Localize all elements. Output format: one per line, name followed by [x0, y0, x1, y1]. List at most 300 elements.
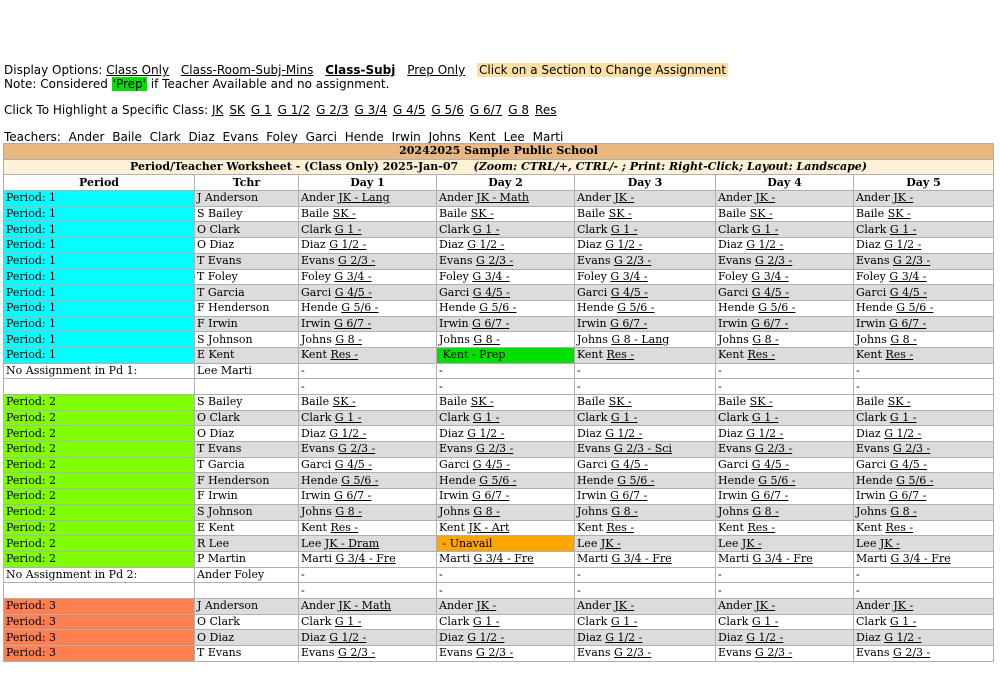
section-link[interactable]: G 3/4 -	[334, 269, 372, 283]
section-link[interactable]: G 5/6 -	[617, 473, 655, 487]
section-link[interactable]: G 1 -	[334, 614, 362, 628]
section-link[interactable]: G 1/2 -	[467, 630, 505, 644]
assignment-cell[interactable]: -	[854, 583, 994, 599]
assignment-cell[interactable]: Diaz G 1/2 -	[716, 630, 854, 646]
highlight-class-link[interactable]: G 4/5	[392, 103, 426, 117]
section-link[interactable]: G 4/5 -	[889, 458, 927, 472]
assignment-cell[interactable]: -	[437, 363, 575, 379]
assignment-cell[interactable]: Garci G 4/5 -	[716, 457, 854, 473]
section-link[interactable]: G 4/5 -	[889, 285, 927, 299]
highlight-class-link[interactable]: G 8	[508, 103, 530, 117]
assignment-cell[interactable]: Irwin G 6/7 -	[299, 489, 437, 505]
section-link[interactable]: G 6/7 -	[751, 316, 789, 330]
section-link[interactable]: G 6/7 -	[334, 316, 372, 330]
zoom-hint: (Zoom: CTRL/+, CTRL/- ; Print: Right-Click; Layout: Landscape)	[473, 160, 867, 174]
assignment-cell[interactable]: Hende G 5/6 -	[716, 473, 854, 489]
section-link[interactable]: G 1 -	[751, 222, 779, 236]
section-link[interactable]: G 1 -	[472, 411, 500, 425]
section-link[interactable]: JK -	[600, 536, 621, 550]
assignment-cell[interactable]: Diaz G 1/2 -	[299, 630, 437, 646]
assignment-cell[interactable]: Clark G 1 -	[575, 222, 716, 238]
assignment-cell[interactable]: Baile SK -	[575, 395, 716, 411]
assignment-cell[interactable]: Johns G 8 -	[716, 504, 854, 520]
assignment-cell[interactable]: -	[299, 363, 437, 379]
assignment-cell[interactable]: Foley G 3/4 -	[575, 269, 716, 285]
assignment-cell[interactable]: Lee JK -	[716, 536, 854, 552]
section-link[interactable]: G 1/2 -	[746, 426, 784, 440]
section-link[interactable]: G 1/2 -	[605, 630, 643, 644]
section-link[interactable]: G 1 -	[610, 222, 638, 236]
assignment-cell[interactable]: Diaz G 1/2 -	[299, 238, 437, 254]
assignment-cell[interactable]: Hende G 5/6 -	[575, 473, 716, 489]
assignment-cell[interactable]: Johns G 8 -	[575, 504, 716, 520]
assignment-cell[interactable]: Diaz G 1/2 -	[716, 238, 854, 254]
assignment-cell[interactable]: Hende G 5/6 -	[437, 473, 575, 489]
section-link[interactable]: JK -	[476, 599, 497, 613]
assignment-cell[interactable]: Foley G 3/4 -	[437, 269, 575, 285]
section-link[interactable]: G 6/7 -	[472, 316, 510, 330]
assignment-cell[interactable]: Diaz G 1/2 -	[575, 238, 716, 254]
section-link[interactable]: SK -	[332, 207, 356, 221]
assignment-cell[interactable]: Johns G 8 -	[716, 332, 854, 348]
assignment-cell[interactable]: Irwin G 6/7 -	[437, 316, 575, 332]
assignment-cell[interactable]: Irwin G 6/7 -	[716, 316, 854, 332]
assignment-cell[interactable]: Evans G 2/3 -	[575, 646, 716, 662]
highlight-class-link[interactable]: G 5/6	[431, 103, 464, 117]
highlight-class-link[interactable]: G 2/3	[316, 103, 349, 117]
section-link[interactable]: G 5/6 -	[479, 473, 517, 487]
assignment-cell[interactable]: -	[437, 583, 575, 599]
section-link[interactable]: G 5/6 -	[896, 301, 934, 315]
section-link[interactable]: G 1/2 -	[884, 426, 922, 440]
assignment-cell[interactable]: Evans G 2/3 -	[854, 253, 994, 269]
section-link[interactable]: JK -	[755, 599, 776, 613]
assignment-cell[interactable]: Clark G 1 -	[299, 410, 437, 426]
assignment-cell[interactable]: Garci G 4/5 -	[575, 457, 716, 473]
section-link[interactable]: G 5/6 -	[341, 473, 379, 487]
section-link[interactable]: Res -	[330, 348, 359, 362]
section-link[interactable]: SK -	[887, 395, 911, 409]
assignment-cell[interactable]: Lee JK -	[854, 536, 994, 552]
period-cell	[4, 379, 195, 395]
assignment-cell[interactable]: Clark G 1 -	[716, 614, 854, 630]
section-link[interactable]: JK - Math	[338, 599, 392, 613]
assignment-cell[interactable]: - Unavail	[437, 536, 575, 552]
section-link[interactable]: G 1 -	[889, 222, 917, 236]
section-link[interactable]: G 2/3 -	[755, 254, 793, 268]
assignment-cell[interactable]: Hende G 5/6 -	[575, 300, 716, 316]
assignment-cell[interactable]: Marti G 3/4 - Fre	[299, 551, 437, 567]
assignment-cell[interactable]: Clark G 1 -	[299, 222, 437, 238]
highlight-class-link[interactable]: G 1/2	[277, 103, 311, 117]
section-link[interactable]: G 2/3 -	[755, 442, 793, 456]
assignment-cell[interactable]: -	[575, 567, 716, 583]
section-link[interactable]: G 1 -	[751, 411, 779, 425]
section-link[interactable]: G 3/4 - Fre	[473, 552, 534, 566]
assignment-cell[interactable]: Kent Res -	[716, 347, 854, 363]
section-link[interactable]: G 8 -	[473, 505, 500, 519]
assignment-cell[interactable]: Clark G 1 -	[716, 222, 854, 238]
section-link[interactable]: G 2/3 -	[893, 442, 931, 456]
assignment-cell[interactable]: Baile SK -	[716, 206, 854, 222]
assignment-cell[interactable]: Irwin G 6/7 -	[575, 489, 716, 505]
assignment-cell[interactable]: Kent Res -	[575, 347, 716, 363]
section-link[interactable]: G 8 -	[890, 332, 917, 346]
assignment-cell[interactable]: Lee JK -	[575, 536, 716, 552]
assignment-cell[interactable]: Hende G 5/6 -	[854, 473, 994, 489]
assignment-cell[interactable]: Baile SK -	[854, 206, 994, 222]
assignment-cell[interactable]: Irwin G 6/7 -	[437, 489, 575, 505]
assignment-cell[interactable]: Foley G 3/4 -	[299, 269, 437, 285]
section-link[interactable]: G 4/5 -	[751, 458, 789, 472]
assignment-cell[interactable]: Foley G 3/4 -	[716, 269, 854, 285]
assignment-cell[interactable]: -	[854, 379, 994, 395]
section-link[interactable]: Res -	[330, 520, 359, 534]
section-link[interactable]: G 2/3 -	[338, 442, 376, 456]
section-link[interactable]: G 4/5 -	[472, 458, 510, 472]
section-link[interactable]: G 8 -	[473, 332, 500, 346]
section-link[interactable]: G 6/7 -	[610, 489, 648, 503]
assignment-cell[interactable]: Marti G 3/4 - Fre	[575, 551, 716, 567]
assignment-cell[interactable]: Garci G 4/5 -	[299, 285, 437, 301]
section-link[interactable]: Res -	[885, 520, 914, 534]
section-link[interactable]: G 3/4 - Fre	[611, 552, 672, 566]
assignment-cell[interactable]: Clark G 1 -	[437, 410, 575, 426]
section-link[interactable]: Res -	[747, 520, 776, 534]
section-link[interactable]: G 5/6 -	[617, 301, 655, 315]
section-link[interactable]: G 8 -	[752, 505, 779, 519]
assignment-cell[interactable]: Diaz G 1/2 -	[437, 238, 575, 254]
section-link[interactable]: JK -	[741, 536, 762, 550]
section-link[interactable]: G 4/5 -	[610, 458, 648, 472]
assignment-cell[interactable]: Irwin G 6/7 -	[854, 316, 994, 332]
assignment-cell[interactable]: Ander JK -	[854, 598, 994, 614]
section-link[interactable]: Res -	[606, 520, 635, 534]
assignment-cell[interactable]: Evans G 2/3 -	[854, 442, 994, 458]
section-link[interactable]: SK -	[749, 395, 773, 409]
section-link[interactable]: G 1 -	[889, 614, 917, 628]
assignment-cell[interactable]: Baile SK -	[716, 395, 854, 411]
assignment-cell[interactable]: Garci G 4/5 -	[854, 457, 994, 473]
section-link[interactable]: G 6/7 -	[889, 316, 927, 330]
section-link[interactable]: G 2/3 -	[755, 646, 793, 660]
section-link[interactable]: G 1/2 -	[329, 238, 367, 252]
section-link[interactable]: G 1/2 -	[329, 426, 367, 440]
section-link[interactable]: G 2/3 -	[476, 442, 514, 456]
assignment-cell[interactable]: Baile SK -	[854, 395, 994, 411]
section-link[interactable]: SK -	[332, 395, 356, 409]
section-link[interactable]: G 1 -	[889, 411, 917, 425]
section-link[interactable]: JK -	[614, 191, 635, 205]
section-link[interactable]: G 8 -	[335, 505, 362, 519]
assignment-cell[interactable]: Ander JK - Math	[299, 598, 437, 614]
section-link[interactable]: G 4/5 -	[472, 285, 510, 299]
assignment-cell[interactable]: Ander JK -	[575, 598, 716, 614]
section-link[interactable]: G 3/4 -	[751, 269, 789, 283]
section-link[interactable]: JK -	[893, 191, 914, 205]
section-link[interactable]: G 1 -	[334, 222, 362, 236]
highlight-class-link[interactable]: JK	[211, 103, 224, 117]
section-link[interactable]: G 4/5 -	[610, 285, 648, 299]
option-class-only[interactable]: Class Only	[106, 63, 170, 77]
section-link[interactable]: G 1 -	[472, 614, 500, 628]
worksheet-title	[4, 159, 994, 175]
assignment-cell[interactable]: Marti G 3/4 - Fre	[854, 551, 994, 567]
section-link[interactable]: G 8 - Lang	[611, 332, 670, 346]
assignment-cell[interactable]: -	[299, 379, 437, 395]
assignment-cell[interactable]: Clark G 1 -	[854, 222, 994, 238]
assignment-cell[interactable]: Hende G 5/6 -	[854, 300, 994, 316]
assignment-cell[interactable]: Ander JK - Math	[437, 191, 575, 207]
section-link[interactable]: G 1 -	[334, 411, 362, 425]
section-link[interactable]: G 1/2 -	[746, 630, 784, 644]
teacher-cell: F Irwin	[195, 489, 299, 505]
section-link[interactable]: G 1/2 -	[467, 426, 505, 440]
assignment-cell[interactable]: Johns G 8 -	[854, 332, 994, 348]
assignment-cell[interactable]: Garci G 4/5 -	[299, 457, 437, 473]
assignment-cell[interactable]: Baile SK -	[299, 206, 437, 222]
section-link[interactable]: SK -	[608, 395, 632, 409]
assignment-cell[interactable]: Hende G 5/6 -	[299, 300, 437, 316]
assignment-cell[interactable]: Diaz G 1/2 -	[854, 426, 994, 442]
option-class-room-subj-mins[interactable]: Class-Room-Subj-Mins	[180, 63, 314, 77]
section-link[interactable]: JK -	[755, 191, 776, 205]
highlight-class-link[interactable]: SK	[229, 103, 245, 117]
assignment-cell[interactable]: Clark G 1 -	[299, 614, 437, 630]
assignment-cell[interactable]: Clark G 1 -	[575, 614, 716, 630]
assignment-cell[interactable]: Ander JK -	[437, 598, 575, 614]
assignment-cell[interactable]: Diaz G 1/2 -	[437, 426, 575, 442]
assignment-cell[interactable]: -	[575, 583, 716, 599]
section-link[interactable]: G 1/2 -	[329, 630, 367, 644]
assignment-cell[interactable]: Hende G 5/6 -	[716, 300, 854, 316]
assignment-cell[interactable]: -	[299, 583, 437, 599]
section-link[interactable]: SK -	[470, 395, 494, 409]
assignment-cell[interactable]: Clark G 1 -	[437, 614, 575, 630]
section-link[interactable]: G 6/7 -	[334, 489, 372, 503]
assignment-cell[interactable]: Hende G 5/6 -	[299, 473, 437, 489]
section-link[interactable]: G 6/7 -	[889, 489, 927, 503]
assignment-cell[interactable]: Diaz G 1/2 -	[854, 238, 994, 254]
section-link[interactable]: Res -	[747, 348, 776, 362]
section-link[interactable]: G 8 -	[335, 332, 362, 346]
section-link[interactable]: SK -	[470, 207, 494, 221]
assignment-cell[interactable]: Garci G 4/5 -	[716, 285, 854, 301]
assignment-cell[interactable]: Diaz G 1/2 -	[575, 630, 716, 646]
assignment-cell[interactable]: Evans G 2/3 -	[716, 646, 854, 662]
assignment-cell[interactable]: Evans G 2/3 -	[299, 253, 437, 269]
section-link[interactable]: G 5/6 -	[479, 301, 517, 315]
assignment-cell[interactable]: Johns G 8 -	[299, 332, 437, 348]
section-link[interactable]: G 2/3 -	[614, 646, 652, 660]
assignment-cell[interactable]: -	[716, 379, 854, 395]
section-link[interactable]: G 8 -	[611, 505, 638, 519]
assignment-cell[interactable]: Diaz G 1/2 -	[437, 630, 575, 646]
assignment-cell[interactable]: -	[854, 363, 994, 379]
assignment-cell[interactable]: Evans G 2/3 -	[437, 253, 575, 269]
assignment-cell[interactable]: Garci G 4/5 -	[575, 285, 716, 301]
section-link[interactable]: G 3/4 -	[472, 269, 510, 283]
assignment-cell[interactable]: Evans G 2/3 -	[437, 442, 575, 458]
assignment-cell[interactable]: -	[716, 583, 854, 599]
assignment-cell[interactable]: Evans G 2/3 -	[716, 253, 854, 269]
section-link[interactable]: SK -	[887, 207, 911, 221]
section-link[interactable]: G 4/5 -	[334, 285, 372, 299]
assignment-cell[interactable]: Evans G 2/3 - Sci	[575, 442, 716, 458]
assignment-cell[interactable]: Garci G 4/5 -	[854, 285, 994, 301]
section-link[interactable]: G 6/7 -	[751, 489, 789, 503]
assignment-cell[interactable]: Kent Res -	[854, 520, 994, 536]
assignment-cell[interactable]: Evans G 2/3 -	[437, 646, 575, 662]
section-link[interactable]: G 5/6 -	[758, 473, 796, 487]
section-link[interactable]: G 1/2 -	[884, 630, 922, 644]
assignment-cell[interactable]: Diaz G 1/2 -	[716, 426, 854, 442]
assignment-cell[interactable]: Johns G 8 -	[854, 504, 994, 520]
section-link[interactable]: G 3/4 - Fre	[335, 552, 396, 566]
assignment-cell[interactable]: Kent JK - Art	[437, 520, 575, 536]
section-link[interactable]: G 2/3 -	[476, 254, 514, 268]
assignment-cell[interactable]: Garci G 4/5 -	[437, 457, 575, 473]
assignment-cell[interactable]: -	[716, 567, 854, 583]
assignment-cell[interactable]: Ander JK -	[575, 191, 716, 207]
assignment-cell[interactable]: -	[854, 567, 994, 583]
assignment-cell[interactable]: -	[437, 379, 575, 395]
assignment-cell[interactable]: Evans G 2/3 -	[299, 646, 437, 662]
assignment-cell[interactable]: Evans G 2/3 -	[716, 442, 854, 458]
section-link[interactable]: G 1/2 -	[467, 238, 505, 252]
assignment-cell[interactable]: -	[575, 379, 716, 395]
section-link[interactable]: JK -	[614, 599, 635, 613]
assignment-cell[interactable]: Irwin G 6/7 -	[575, 316, 716, 332]
assignment-cell[interactable]: Ander JK - Lang	[299, 191, 437, 207]
section-link[interactable]: G 1 -	[610, 411, 638, 425]
highlight-class-link[interactable]: G 3/4	[354, 103, 387, 117]
assignment-cell[interactable]: Clark G 1 -	[716, 410, 854, 426]
assignment-cell[interactable]: -	[716, 363, 854, 379]
section-link[interactable]: JK -	[893, 599, 914, 613]
assignment-cell[interactable]: Evans G 2/3 -	[299, 442, 437, 458]
section-link[interactable]: G 1/2 -	[884, 238, 922, 252]
assignment-cell[interactable]: Foley G 3/4 -	[854, 269, 994, 285]
section-link[interactable]: G 5/6 -	[758, 301, 796, 315]
assignment-cell[interactable]: Baile SK -	[299, 395, 437, 411]
section-link[interactable]: Res -	[885, 348, 914, 362]
section-link[interactable]: JK - Lang	[338, 191, 390, 205]
assignment-cell[interactable]: Marti G 3/4 - Fre	[437, 551, 575, 567]
section-link[interactable]: Res -	[606, 348, 635, 362]
teacher-cell: S Johnson	[195, 504, 299, 520]
section-link[interactable]: G 3/4 - Fre	[890, 552, 951, 566]
teacher-cell	[195, 583, 299, 599]
section-link[interactable]: SK -	[608, 207, 632, 221]
assignment-cell[interactable]: Evans G 2/3 -	[575, 253, 716, 269]
section-link[interactable]: G 8 -	[752, 332, 779, 346]
section-link[interactable]: G 2/3 -	[338, 646, 376, 660]
section-link[interactable]: G 2/3 -	[893, 254, 931, 268]
assignment-cell[interactable]: Evans G 2/3 -	[854, 646, 994, 662]
section-link[interactable]: G 1 -	[751, 614, 779, 628]
section-link[interactable]: JK - Math	[476, 191, 530, 205]
assignment-cell[interactable]: Clark G 1 -	[437, 222, 575, 238]
section-link[interactable]: JK - Art	[468, 520, 510, 534]
table-row	[4, 598, 994, 614]
assignment-cell[interactable]: Johns G 8 -	[437, 332, 575, 348]
assignment-cell[interactable]: Kent Res -	[716, 520, 854, 536]
section-link[interactable]: G 6/7 -	[610, 316, 648, 330]
assignment-cell[interactable]: Baile SK -	[437, 206, 575, 222]
assignment-cell[interactable]: Irwin G 6/7 -	[299, 316, 437, 332]
assignment-cell[interactable]: Johns G 8 - Lang	[575, 332, 716, 348]
highlight-class-link[interactable]: G 1	[250, 103, 272, 117]
section-link[interactable]: G 2/3 -	[476, 646, 514, 660]
assignment-cell[interactable]: Irwin G 6/7 -	[716, 489, 854, 505]
assignment-cell[interactable]: Marti G 3/4 - Fre	[716, 551, 854, 567]
assignment-cell[interactable]: Diaz G 1/2 -	[299, 426, 437, 442]
section-link[interactable]: G 5/6 -	[896, 473, 934, 487]
assignment-cell[interactable]: Johns G 8 -	[437, 504, 575, 520]
assignment-cell[interactable]: Lee JK - Dram	[299, 536, 437, 552]
section-link[interactable]: JK - Dram	[324, 536, 380, 550]
section-link[interactable]: G 3/4 -	[610, 269, 648, 283]
assignment-cell[interactable]: Irwin G 6/7 -	[854, 489, 994, 505]
section-link[interactable]: G 8 -	[890, 505, 917, 519]
assignment-cell[interactable]: Diaz G 1/2 -	[854, 630, 994, 646]
assignment-cell[interactable]: Ander JK -	[854, 191, 994, 207]
assignment-cell[interactable]: Kent Res -	[575, 520, 716, 536]
section-link[interactable]: G 2/3 - Sci	[614, 442, 672, 456]
option-class-subj[interactable]: Class-Subj	[325, 63, 396, 77]
assignment-cell[interactable]: Garci G 4/5 -	[437, 285, 575, 301]
section-link[interactable]: G 2/3 -	[893, 646, 931, 660]
assignment-cell[interactable]: Ander JK -	[716, 191, 854, 207]
section-link[interactable]: G 5/6 -	[341, 301, 379, 315]
section-link[interactable]: G 3/4 -	[889, 269, 927, 283]
assignment-cell[interactable]: Clark G 1 -	[854, 614, 994, 630]
assignment-cell[interactable]: Baile SK -	[437, 395, 575, 411]
assignment-cell[interactable]: Clark G 1 -	[854, 410, 994, 426]
assignment-cell[interactable]: -	[437, 567, 575, 583]
section-link[interactable]: G 2/3 -	[614, 254, 652, 268]
assignment-cell[interactable]: Johns G 8 -	[299, 504, 437, 520]
section-link[interactable]: G 4/5 -	[751, 285, 789, 299]
section-link[interactable]: SK -	[749, 207, 773, 221]
section-link[interactable]: G 4/5 -	[334, 458, 372, 472]
assignment-cell[interactable]: Clark G 1 -	[575, 410, 716, 426]
section-link[interactable]: G 6/7 -	[472, 489, 510, 503]
assignment-cell[interactable]: Kent - Prep	[437, 347, 575, 363]
section-link[interactable]: G 3/4 - Fre	[752, 552, 813, 566]
section-link[interactable]: JK -	[879, 536, 900, 550]
assignment-cell[interactable]: -	[299, 567, 437, 583]
section-link[interactable]: G 1/2 -	[605, 426, 643, 440]
assignment-cell[interactable]: Ander JK -	[716, 598, 854, 614]
assignment-cell[interactable]: Baile SK -	[575, 206, 716, 222]
section-link[interactable]: G 1 -	[610, 614, 638, 628]
section-link[interactable]: G 1/2 -	[746, 238, 784, 252]
section-link[interactable]: G 1 -	[472, 222, 500, 236]
section-link[interactable]: G 1/2 -	[605, 238, 643, 252]
assignment-cell[interactable]: -	[575, 363, 716, 379]
assignment-cell[interactable]: Kent Res -	[299, 347, 437, 363]
assignment-cell[interactable]: Kent Res -	[299, 520, 437, 536]
assignment-cell[interactable]: Diaz G 1/2 -	[575, 426, 716, 442]
assignment-cell[interactable]: Kent Res -	[854, 347, 994, 363]
highlight-class-link[interactable]: G 6/7	[469, 103, 503, 117]
option-prep-only[interactable]: Prep Only	[407, 63, 466, 77]
highlight-class-link[interactable]: Res	[535, 103, 557, 117]
assignment-cell[interactable]: Hende G 5/6 -	[437, 300, 575, 316]
section-link[interactable]: G 2/3 -	[338, 254, 376, 268]
